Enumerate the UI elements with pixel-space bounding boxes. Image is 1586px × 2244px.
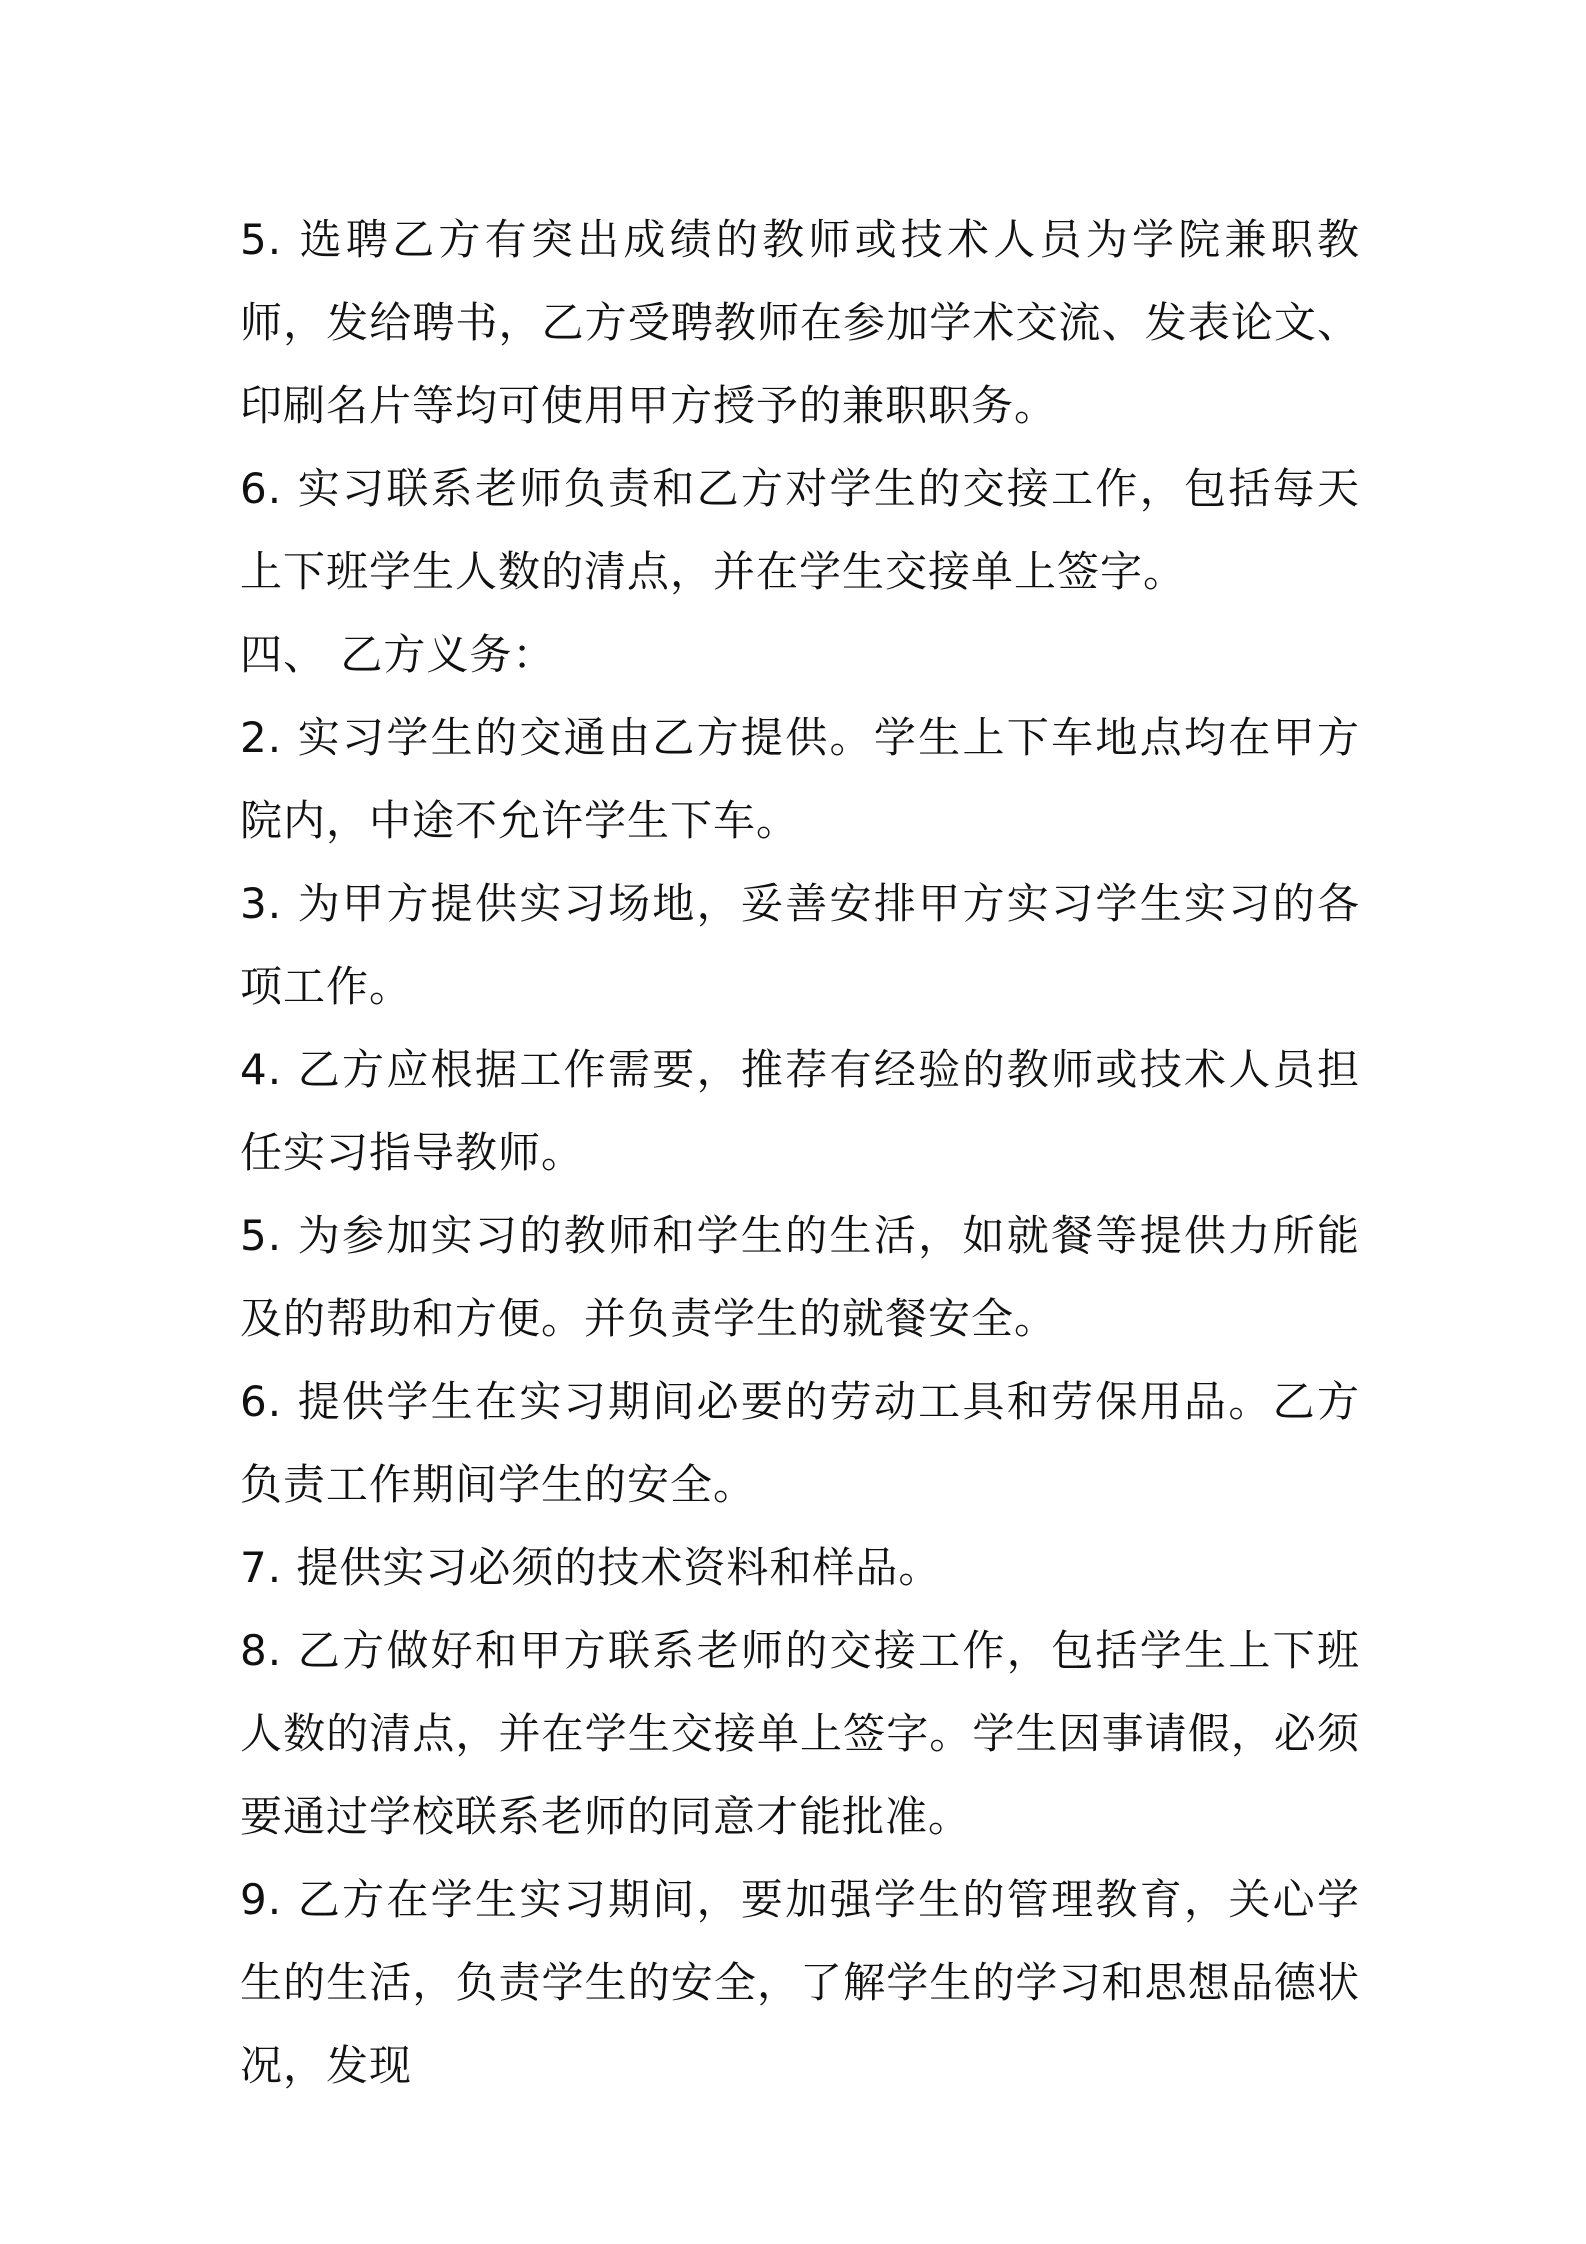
section-heading-party-b-obligations: 四、 乙方义务： xyxy=(240,630,556,679)
paragraph-item-7-party-b: 7. 提供实习必须的技术资料和样品。 xyxy=(240,1543,942,1592)
paragraph-item-9-party-b: 9. 乙方在学生实习期间，要加强学生的管理教育，关心学生的生活，负责学生的安全，了解学生的学习和思想品德状况，发现 xyxy=(240,1875,1360,2090)
document-body xyxy=(240,198,1360,2107)
paragraph-item-2-party-b: 2. 实习学生的交通由乙方提供。学生上下车地点均在甲方院内，中途不允许学生下车。 xyxy=(240,713,1360,845)
paragraph-item-3-party-b: 3. 为甲方提供实习场地，妥善安排甲方实习学生实习的各项工作。 xyxy=(240,879,1360,1011)
paragraph-item-6-party-b: 6. 提供学生在实习期间必要的劳动工具和劳保用品。乙方负责工作期间学生的安全。 xyxy=(240,1377,1360,1509)
paragraph-item-5-party-a: 5. 选聘乙方有突出成绩的教师或技术人员为学院兼职教师，发给聘书，乙方受聘教师在参加学术交流、发表论文、印刷名片等均可使用甲方授予的兼职职务。 xyxy=(240,215,1360,430)
paragraph-item-4-party-b: 4. 乙方应根据工作需要，推荐有经验的教师或技术人员担任实习指导教师。 xyxy=(240,1045,1360,1177)
paragraph-item-8-party-b: 8. 乙方做好和甲方联系老师的交接工作，包括学生上下班人数的清点，并在学生交接单上签字。学生因事请假，必须要通过学校联系老师的同意才能批准。 xyxy=(240,1626,1360,1841)
paragraph-item-5-party-b: 5. 为参加实习的教师和学生的生活，如就餐等提供力所能及的帮助和方便。并负责学生的就餐安全。 xyxy=(240,1211,1360,1343)
paragraph-item-6-party-a: 6. 实习联系老师负责和乙方对学生的交接工作，包括每天上下班学生人数的清点，并在学生交接单上签字。 xyxy=(240,464,1360,596)
